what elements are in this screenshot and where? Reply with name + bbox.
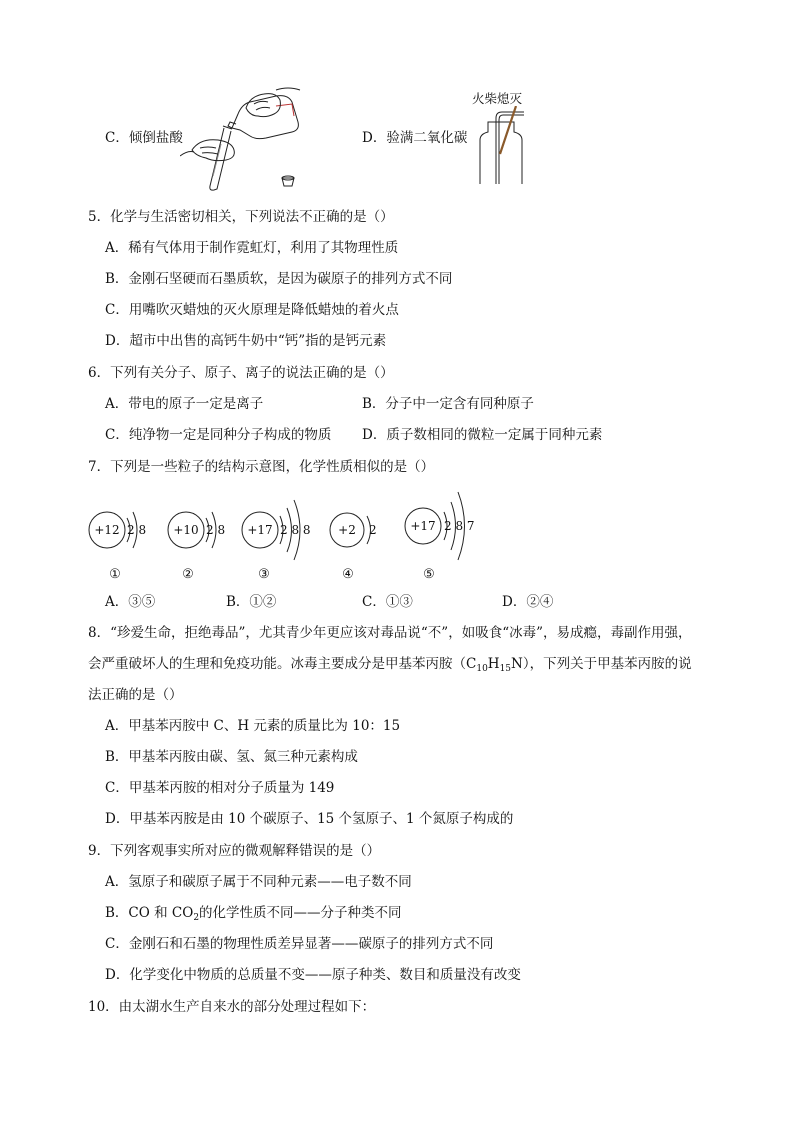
q5-stem: 5．化学与生活密切相关，下列说法不正确的是（） — [88, 209, 394, 225]
q7-option-d: D．②④ — [502, 594, 554, 610]
particle-5-label: ⑤ — [423, 567, 435, 582]
particle-structure-diagrams — [80, 484, 500, 584]
q5-option-c: C．用嘴吹灭蜡烛的灭火原理是降低蜡烛的着火点 — [105, 302, 399, 318]
particle-4-label: ④ — [342, 567, 354, 582]
q8-option-b: B．甲基苯丙胺由碳、氢、氮三种元素构成 — [105, 749, 358, 765]
particle-2-electrons: 2 8 — [206, 523, 226, 537]
q9-option-b: B．CO 和 $CO_2$的化学性质不同——分子种类不同 — [105, 905, 402, 923]
particle-5-charge: +17 — [410, 519, 436, 533]
q6-stem: 6．下列有关分子、原子、离子的说法正确的是（） — [88, 365, 394, 381]
q4-option-c: C．倾倒盐酸 — [105, 130, 183, 146]
q5-option-b: B．金刚石坚硬而石墨质软，是因为碳原子的排列方式不同 — [105, 271, 453, 287]
q6-option-a: A．带电的原子一定是离子 — [105, 396, 264, 412]
q10-stem: 10．由太湖水生产自来水的部分处理过程如下： — [88, 999, 376, 1015]
particle-2-label: ② — [182, 567, 194, 582]
q9-option-a: A．氢原子和碳原子属于不同种元素——电子数不同 — [105, 874, 412, 890]
q8-stem-line3: 法正确的是（） — [88, 687, 183, 703]
q9-option-d: D．化学变化中物质的总质量不变——原子种类、数目和质量没有改变 — [105, 967, 521, 983]
match-extinguished-label: 火柴熄灭 — [472, 91, 523, 106]
q8-stem-line2: 会严重破坏人的生理和免疫功能。冰毒主要成分是甲基苯丙胺$(C_{10}H_{15}N)$，下列关于甲基苯丙胺的说 — [88, 656, 692, 674]
particle-4-electrons: 2 — [369, 523, 377, 537]
q9-stem: 9．下列客观事实所对应的微观解释错误的是（） — [88, 843, 381, 859]
q9-option-c: C．金刚石和石墨的物理性质差异显著——碳原子的排列方式不同 — [105, 936, 494, 952]
particle-4-charge: +2 — [338, 523, 356, 537]
particle-5-electrons: 2 8 7 — [444, 519, 475, 533]
pour-acid-illustration — [180, 86, 308, 192]
q7-option-b: B．①② — [226, 594, 277, 610]
q8-option-a: A．甲基苯丙胺中 C、H 元素的质量比为 10：15 — [105, 718, 401, 734]
q4-option-d: D．验满二氧化碳 — [362, 130, 468, 146]
particle-1-charge: +12 — [94, 523, 120, 537]
particle-3-electrons: 2 8 8 — [280, 523, 311, 537]
q8-stem-line1: 8．“珍爱生命，拒绝毒品”，尤其青少年更应该对毒品说“不”，如吸食“冰毒”，易成瘾，毒副作用强， — [88, 625, 692, 641]
q6-option-c: C．纯净物一定是同种分子构成的物质 — [105, 427, 332, 443]
particle-1-label: ① — [109, 567, 121, 582]
particle-3-charge: +17 — [247, 523, 273, 537]
particle-2-charge: +10 — [173, 523, 199, 537]
particle-1-electrons: 2 8 — [127, 523, 147, 537]
q8-option-d: D．甲基苯丙胺是由 10 个碳原子、15 个氢原子、1 个氮原子构成的 — [105, 811, 514, 827]
q7-stem: 7．下列是一些粒子的结构示意图，化学性质相似的是（） — [88, 459, 435, 475]
q8-option-c: C．甲基苯丙胺的相对分子质量为 149 — [105, 780, 335, 796]
q7-option-a: A．③⑤ — [105, 594, 156, 610]
q7-option-c: C．①③ — [362, 594, 413, 610]
q6-option-b: B．分子中一定含有同种原子 — [362, 396, 534, 412]
particle-3-label: ③ — [258, 567, 270, 582]
gas-bottle-illustration — [474, 106, 530, 188]
q5-option-d: D．超市中出售的高钙牛奶中“钙”指的是钙元素 — [105, 333, 387, 349]
q5-option-a: A．稀有气体用于制作霓虹灯，利用了其物理性质 — [105, 240, 399, 256]
q6-option-d: D．质子数相同的微粒一定属于同种元素 — [362, 427, 603, 443]
